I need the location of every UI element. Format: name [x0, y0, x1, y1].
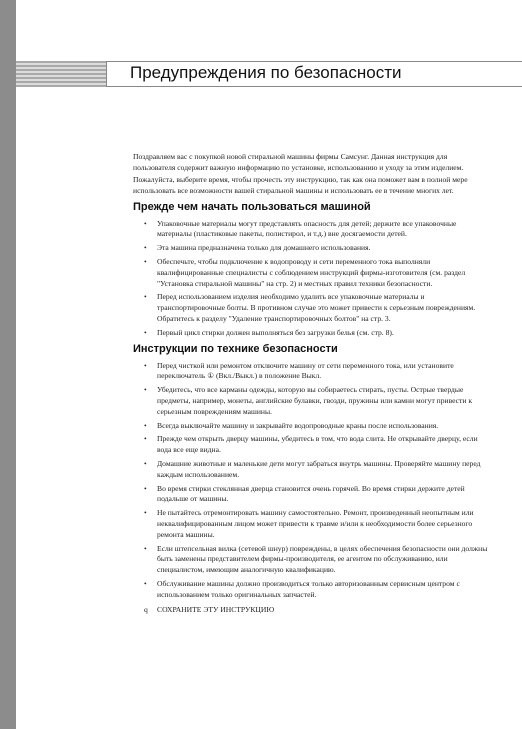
before-use-list: [133, 219, 489, 339]
list-item: • Эта машина предназначена только для домашнего использования.: [144, 243, 371, 253]
bullet-icon: •: [144, 458, 147, 468]
safety-list: [133, 361, 489, 601]
bullet-icon: •: [144, 257, 147, 267]
bullet-icon: •: [144, 292, 147, 302]
list-item: • Во время стирки стеклянная дверца становится очень горячей. Во время стирки держите детей подальше от машины.: [144, 483, 465, 504]
bullet-icon: •: [144, 360, 147, 370]
bullet-icon: •: [144, 543, 147, 553]
page-title: Предупреждения по безопасности: [130, 63, 402, 82]
bullet-icon: •: [144, 434, 147, 444]
list-item: • Прежде чем открыть дверцу машины, убедитесь в том, что вода слита. Не открывайте дверцу, если вода все еще видна.: [144, 434, 478, 455]
bullet-icon: •: [144, 327, 147, 337]
note-text: СОХРАНИТЕ ЭТУ ИНСТРУКЦИЮ: [157, 604, 275, 614]
list-item: • Обслуживание машины должно производиться только авторизованным сервисным центром с использованием только оригинальных запчастей.: [144, 578, 460, 599]
document-body: [133, 151, 489, 615]
save-instructions-note: [133, 604, 489, 615]
list-item: • Убедитесь, что все карманы одежды, которую вы собираетесь стирать, пусты. Острые твердые предметы, например, монеты, английские булавки, гвозди, пружины или камни могут привести к серьезным повреждениям машины.: [144, 385, 473, 416]
intro-paragraph: Поздравляем вас с покупкой новой стиральной машины фирмы Самсунг. Данная инструкция для пользователя содержит важную информацию по установке, использованию и уходу за этим изделием. Пожалуйста, выберите время, чтобы прочесть эту инструкцию, так как она поможет вам в полной мере использовать все возможности вашей стиральной машины и использовать ее в течение многих лет.: [133, 152, 468, 196]
bullet-icon: •: [144, 385, 147, 395]
bullet-icon: •: [144, 483, 147, 493]
bullet-icon: •: [144, 578, 147, 588]
list-item: • Упаковочные материалы могут представлять опасность для детей; держите все упаковочные материалы (пластиковые пакеты, полистирол, и т.д.) вне досягаемости детей.: [144, 218, 457, 239]
section-heading-before-use: Прежде чем начать пользоваться машиной: [133, 200, 371, 213]
list-item: • Всегда выключайте машину и закрывайте водопроводные краны после использования.: [144, 420, 439, 430]
header-stripe-band: [16, 61, 106, 87]
list-item: • Домашние животные и маленькие дети могут забраться внутрь машины. Проверяйте машину перед каждым использованием.: [144, 458, 481, 479]
list-item: • Перед чисткой или ремонтом отключите машину от сети переменного тока, или установите переключатель ① (Вкл./Выкл.) в положение Выкл.: [144, 360, 454, 381]
list-item: • Первый цикл стирки должен выполняться без загрузки белья (см. стр. 8).: [144, 327, 394, 337]
bullet-icon: •: [144, 420, 147, 430]
left-margin-bar: [0, 0, 16, 729]
list-item: • Обеспечьте, чтобы подключение к водопроводу и сети переменного тока выполняли квалифицированные специалисты с соблюдением инструкций фирмы-изготовителя (см. раздел "Установка стиральной машины" на стр. 2) и местных правил техники безопасности.: [144, 257, 466, 288]
list-item: • Не пытайтесь отремонтировать машину самостоятельно. Ремонт, произведенный неопытным или неквалифицированным лицом может привести к травме и/или к необходимости более серьезного ремонта машины.: [144, 508, 474, 539]
note-mark-icon: q: [144, 604, 148, 614]
list-item: • Если штепсельная вилка (сетевой шнур) повреждены, в целях обеспечения безопасности они должны быть заменены представителем фирмы-производителя, ее агентом по обслуживанию, или специалистом, имеющим аналогичную квалификацию.: [144, 543, 488, 575]
section-heading-safety: Инструкции по технике безопасности: [133, 342, 338, 355]
bullet-icon: •: [144, 218, 147, 228]
bullet-icon: •: [144, 508, 147, 518]
bullet-icon: •: [144, 243, 147, 253]
list-item: • Перед использованием изделия необходимо удалить все упаковочные материалы и транспортировочные болты. В противном случае это может привести к серьезным повреждениям. Обратитесь к разделу "Удаление транспортировочных болтов" на стр. 3.: [144, 292, 476, 323]
